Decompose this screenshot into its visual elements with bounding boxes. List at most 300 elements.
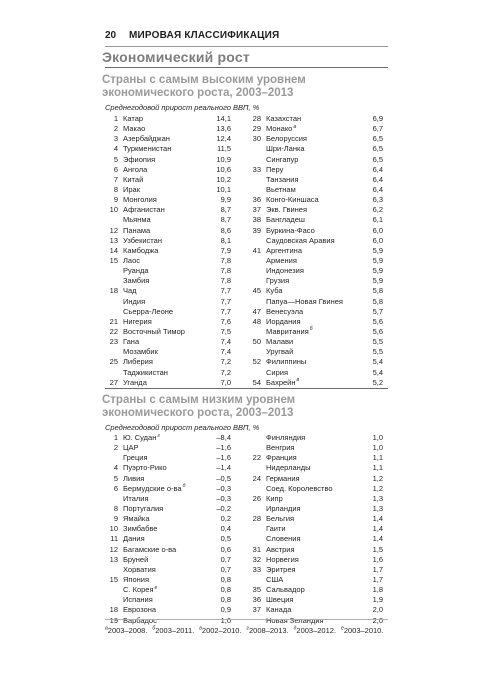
growth-value-cell: 8,7 xyxy=(220,205,231,215)
country-name: Саудовская Аравия xyxy=(266,235,335,245)
table-row xyxy=(248,246,383,256)
rank-cell: 39 xyxy=(252,225,261,235)
country-cell xyxy=(123,246,158,256)
growth-value-cell: 7,7 xyxy=(220,306,231,316)
table-row xyxy=(248,443,383,453)
country-name: Франция xyxy=(266,453,297,463)
growth-value-cell: 5,5 xyxy=(372,347,383,357)
table-row xyxy=(248,575,383,585)
country-cell xyxy=(266,256,297,266)
country-cell xyxy=(266,144,305,154)
growth-value-cell: –1,6 xyxy=(216,453,231,463)
growth-value-cell: 1,8 xyxy=(372,585,383,595)
country-name: Испания xyxy=(123,595,153,605)
country-name: Хорватия xyxy=(123,564,156,574)
table-row xyxy=(248,134,383,144)
growth-value-cell: 14,1 xyxy=(216,114,231,123)
country-cell xyxy=(266,443,294,453)
growth-value-cell: 5,7 xyxy=(372,306,383,316)
growth-value-cell: 5,8 xyxy=(372,286,383,296)
table-row xyxy=(105,246,231,256)
growth-value-cell: 7,0 xyxy=(220,377,231,387)
growth-value-cell: 6,4 xyxy=(372,174,383,184)
rank-cell: 33 xyxy=(252,164,261,174)
table-row xyxy=(105,134,231,144)
country-cell xyxy=(266,524,286,534)
country-name: Восточный Тимор xyxy=(123,326,185,336)
rank-cell: 26 xyxy=(252,493,261,503)
table-row xyxy=(105,504,231,514)
growth-value-cell: 6,9 xyxy=(372,114,383,123)
growth-value-cell: 1,3 xyxy=(372,493,383,503)
table-row xyxy=(105,534,231,544)
country-name: Китай xyxy=(123,174,144,184)
growth-value-cell: 1,5 xyxy=(372,544,383,554)
country-name: Армения xyxy=(266,255,297,265)
country-name: Мьянма xyxy=(123,215,151,225)
country-name: Новая Зеландия xyxy=(266,615,324,625)
country-cell xyxy=(123,575,149,585)
growth-value-cell: 5,5 xyxy=(372,337,383,347)
rank-cell: 36 xyxy=(252,595,261,605)
country-cell xyxy=(123,256,140,266)
country-name: Гана xyxy=(123,337,140,347)
rank-cell: 18 xyxy=(109,605,118,615)
growth-value-cell: 10,1 xyxy=(216,184,231,194)
high-growth-units-note: Среднегодовой прирост реального ВВП, % xyxy=(105,103,260,112)
table-row xyxy=(105,327,231,337)
growth-value-cell: 5,6 xyxy=(372,316,383,326)
country-name: Руанда xyxy=(123,266,149,276)
country-cell xyxy=(266,155,298,165)
growth-value-cell: 8,1 xyxy=(220,235,231,245)
table-row xyxy=(105,555,231,565)
footnote-text: 2003–2011. xyxy=(155,625,195,635)
table-row xyxy=(248,463,383,473)
rank-cell: 48 xyxy=(252,316,261,326)
country-cell xyxy=(266,286,283,296)
growth-value-cell: 2,0 xyxy=(372,605,383,615)
country-cell xyxy=(266,246,302,256)
growth-value-cell: 0,6 xyxy=(220,544,231,554)
country-cell xyxy=(123,504,163,514)
table-row xyxy=(105,226,231,236)
country-name: Уганда xyxy=(123,377,147,387)
country-name: Малави xyxy=(266,337,294,347)
country-name: Индия xyxy=(123,296,146,306)
table-row xyxy=(248,484,383,494)
country-name: Узбекистан xyxy=(123,235,162,245)
table-row xyxy=(248,297,383,307)
growth-value-cell: 1,4 xyxy=(372,524,383,534)
high-growth-heading: Страны с самым высоким уровнем экономического роста, 2003–2013 xyxy=(102,74,306,99)
table-row xyxy=(105,378,231,388)
table-row xyxy=(248,185,383,195)
rank-cell: 13 xyxy=(109,235,118,245)
country-cell xyxy=(123,453,148,463)
country-cell xyxy=(123,286,137,296)
growth-value-cell: –1,6 xyxy=(216,443,231,453)
country-cell xyxy=(123,368,168,378)
country-cell xyxy=(123,185,140,195)
country-cell xyxy=(123,524,157,534)
country-name: Багамские о-ва xyxy=(123,544,177,554)
country-name: Еврозона xyxy=(123,605,157,615)
table-row xyxy=(105,585,231,595)
country-name: Экв. Гвинея xyxy=(266,205,308,215)
table-row xyxy=(248,337,383,347)
growth-value-cell: 1,7 xyxy=(372,564,383,574)
country-cell xyxy=(266,195,319,205)
rank-cell: 1 xyxy=(113,114,118,123)
table-row xyxy=(105,347,231,357)
rank-cell: 47 xyxy=(252,306,261,316)
country-cell xyxy=(123,534,145,544)
country-cell xyxy=(266,555,299,565)
footnote-marker: a xyxy=(105,625,108,631)
growth-value-cell: 5,4 xyxy=(372,367,383,377)
country-cell xyxy=(266,307,303,317)
growth-value-cell: –0,5 xyxy=(216,473,231,483)
table-row xyxy=(105,463,231,473)
country-cell xyxy=(266,134,307,144)
table-row xyxy=(105,205,231,215)
growth-value-cell: 1,4 xyxy=(372,514,383,524)
country-cell xyxy=(266,276,289,286)
rank-cell: 9 xyxy=(113,514,118,524)
country-cell xyxy=(123,494,149,504)
rank-cell: 2 xyxy=(113,124,118,134)
table-row xyxy=(248,378,383,388)
country-name: Азербайджан xyxy=(123,134,170,144)
growth-value-cell: 0,8 xyxy=(220,574,231,584)
country-name: Мавритания xyxy=(266,326,309,336)
table-row xyxy=(105,545,231,555)
growth-value-cell: 6,5 xyxy=(372,144,383,154)
country-cell xyxy=(266,433,305,443)
rank-cell: 4 xyxy=(113,144,118,154)
country-cell xyxy=(123,165,147,175)
growth-value-cell: 13,6 xyxy=(216,124,231,134)
country-cell xyxy=(266,205,307,215)
table-row xyxy=(248,433,383,443)
country-cell xyxy=(123,114,143,124)
table-row xyxy=(105,185,231,195)
country-name: Шри-Ланка xyxy=(266,144,305,154)
growth-value-cell: 7,9 xyxy=(220,245,231,255)
rank-cell: 12 xyxy=(109,544,118,554)
growth-value-cell: 7,5 xyxy=(220,326,231,336)
country-cell xyxy=(266,585,305,595)
rank-cell: 45 xyxy=(252,286,261,296)
growth-value-cell: 11,5 xyxy=(216,144,231,154)
country-cell xyxy=(123,175,143,185)
growth-value-cell: 2,0 xyxy=(372,615,383,625)
growth-value-cell: 7,7 xyxy=(220,286,231,296)
footnote-divider xyxy=(105,619,388,620)
country-name: Монако xyxy=(266,124,293,134)
country-name: Бахрейн xyxy=(266,377,296,387)
table-row xyxy=(105,357,231,367)
country-cell xyxy=(123,317,152,327)
growth-value-cell: 5,9 xyxy=(372,276,383,286)
country-name: Белоруссия xyxy=(266,134,307,144)
rank-cell: 50 xyxy=(252,337,261,347)
country-cell xyxy=(123,276,149,286)
table-row xyxy=(105,368,231,378)
running-title: МИРОВАЯ КЛАССИФИКАЦИЯ xyxy=(129,30,280,41)
country-name: Куба xyxy=(266,286,283,296)
table-row xyxy=(248,327,383,337)
table-row xyxy=(105,195,231,205)
growth-value-cell: 7,6 xyxy=(220,316,231,326)
page-number: 20 xyxy=(105,30,117,41)
country-cell xyxy=(123,205,165,215)
country-cell xyxy=(266,185,296,195)
country-cell xyxy=(123,463,167,473)
table-row xyxy=(248,368,383,378)
growth-value-cell: 6,2 xyxy=(372,205,383,215)
table-row xyxy=(105,433,231,443)
table-row xyxy=(105,124,231,134)
table-row xyxy=(105,575,231,585)
country-name: Иордания xyxy=(266,316,301,326)
footnote-text: 2003–2010. xyxy=(343,625,384,635)
growth-value-cell: 6,0 xyxy=(372,225,383,235)
country-name: Бруней xyxy=(123,554,149,564)
country-cell xyxy=(123,144,171,154)
footnote-marker: д xyxy=(293,625,297,631)
table-row xyxy=(248,565,383,575)
country-name: Ямайка xyxy=(123,514,150,524)
country-name: Германия xyxy=(266,473,300,483)
country-cell xyxy=(266,378,299,388)
growth-value-cell: 7,4 xyxy=(220,337,231,347)
country-name: Вьетнам xyxy=(266,184,296,194)
growth-value-cell: 10,2 xyxy=(216,174,231,184)
country-name: Перу xyxy=(266,164,284,174)
growth-value-cell: 0,2 xyxy=(220,514,231,524)
country-cell xyxy=(266,504,301,514)
rank-cell: 54 xyxy=(252,377,261,387)
country-cell xyxy=(123,565,156,575)
footnote-text: 2003–2012. xyxy=(296,625,337,635)
growth-value-cell: 0,9 xyxy=(220,605,231,615)
growth-value-cell: 8,6 xyxy=(220,225,231,235)
table-row xyxy=(105,514,231,524)
country-name: Сирия xyxy=(266,367,289,377)
country-name: Эфиопия xyxy=(123,154,156,164)
page-header xyxy=(105,26,388,47)
table-row xyxy=(248,175,383,185)
table-row xyxy=(248,494,383,504)
table-row xyxy=(248,605,383,615)
country-cell xyxy=(123,484,185,494)
rank-cell: 2 xyxy=(113,443,118,453)
rank-cell: 22 xyxy=(109,326,118,336)
country-cell xyxy=(266,175,299,185)
country-cell xyxy=(123,155,155,165)
country-name: Афганистан xyxy=(123,205,165,215)
country-name: Ирак xyxy=(123,184,141,194)
footnote xyxy=(341,626,383,635)
rank-cell: 9 xyxy=(113,195,118,205)
rank-cell: 27 xyxy=(109,377,118,387)
footnote xyxy=(199,626,241,635)
growth-value-cell: 7,4 xyxy=(220,347,231,357)
rank-cell: 1 xyxy=(113,433,118,442)
rank-cell: 32 xyxy=(252,554,261,564)
rank-cell: 4 xyxy=(113,463,118,473)
rank-cell: 13 xyxy=(109,554,118,564)
country-name: Камбоджа xyxy=(123,245,159,255)
growth-value-cell: 1,4 xyxy=(372,534,383,544)
table-row xyxy=(248,256,383,266)
rank-cell: 37 xyxy=(252,205,261,215)
country-cell xyxy=(266,236,335,246)
growth-value-cell: 6,1 xyxy=(372,215,383,225)
table-row xyxy=(248,195,383,205)
growth-value-cell: 7,8 xyxy=(220,255,231,265)
country-cell xyxy=(123,195,157,205)
table-row xyxy=(248,534,383,544)
table-row xyxy=(105,443,231,453)
country-cell xyxy=(123,595,153,605)
table-row xyxy=(248,524,383,534)
rank-cell: 12 xyxy=(109,225,118,235)
country-cell xyxy=(266,124,296,134)
country-cell xyxy=(123,357,153,367)
table-row xyxy=(105,215,231,225)
rank-cell: 7 xyxy=(113,174,118,184)
rank-cell: 10 xyxy=(109,205,118,215)
country-cell xyxy=(123,433,160,443)
table-row xyxy=(248,474,383,484)
country-cell xyxy=(266,474,300,484)
footnote xyxy=(247,626,289,635)
table-row xyxy=(248,144,383,154)
growth-value-cell: 10,9 xyxy=(216,154,231,164)
growth-value-cell: 5,2 xyxy=(372,377,383,387)
growth-value-cell: 1,2 xyxy=(372,483,383,493)
footnote-marker: в xyxy=(296,377,300,384)
country-name: Нигерия xyxy=(123,316,152,326)
rank-cell: 22 xyxy=(252,453,261,463)
rank-cell: 8 xyxy=(113,503,118,513)
footnote xyxy=(105,626,147,635)
footnote-text: 2003–2008. xyxy=(107,625,148,635)
country-name: Ливия xyxy=(123,473,145,483)
country-cell xyxy=(266,453,297,463)
rank-cell: 3 xyxy=(113,134,118,144)
country-name: Венгрия xyxy=(266,443,295,453)
table-row xyxy=(105,155,231,165)
growth-value-cell: 6,4 xyxy=(372,164,383,174)
country-name: Сальвадор xyxy=(266,585,305,595)
table-row xyxy=(248,545,383,555)
country-cell xyxy=(266,347,293,357)
low-growth-table-right xyxy=(248,433,383,626)
country-name: Ю. Судан xyxy=(123,433,157,442)
growth-value-cell: 7,8 xyxy=(220,266,231,276)
rank-cell: 38 xyxy=(252,215,261,225)
country-cell xyxy=(266,565,296,575)
table-row xyxy=(248,317,383,327)
growth-value-cell: 0,7 xyxy=(220,564,231,574)
country-name: Филиппины xyxy=(266,357,307,367)
country-name: Ирландия xyxy=(266,503,301,513)
country-cell xyxy=(266,605,291,615)
country-cell xyxy=(123,215,151,225)
rank-cell: 15 xyxy=(109,574,118,584)
country-name: Португалия xyxy=(123,503,164,513)
growth-value-cell: –8,4 xyxy=(216,433,231,442)
country-name: Мозамбик xyxy=(123,347,158,357)
high-growth-table-right xyxy=(248,114,383,388)
country-name: Замбия xyxy=(123,276,150,286)
country-cell xyxy=(123,514,150,524)
table-row xyxy=(105,484,231,494)
country-name: Либерия xyxy=(123,357,153,367)
table-row xyxy=(105,286,231,296)
growth-value-cell: 9,9 xyxy=(220,195,231,205)
growth-value-cell: 1,9 xyxy=(372,595,383,605)
country-cell xyxy=(266,297,343,307)
rank-cell: 30 xyxy=(252,134,261,144)
table-row xyxy=(105,307,231,317)
rank-cell: 10 xyxy=(109,524,118,534)
growth-value-cell: 5,6 xyxy=(372,326,383,336)
country-cell xyxy=(266,327,313,337)
footnote-marker: д xyxy=(182,483,186,490)
rank-cell: 41 xyxy=(252,245,261,255)
country-name: Аргентина xyxy=(266,245,302,255)
rank-cell: 25 xyxy=(109,357,118,367)
country-cell xyxy=(266,463,311,473)
country-cell xyxy=(123,474,144,484)
table-row xyxy=(105,524,231,534)
country-name: Таджикистан xyxy=(123,367,168,377)
growth-value-cell: 1,1 xyxy=(372,453,383,463)
table-row xyxy=(105,175,231,185)
rank-cell: 21 xyxy=(109,316,118,326)
country-name: Финляндия xyxy=(266,433,306,442)
country-name: Бельгия xyxy=(266,514,295,524)
rank-cell: 52 xyxy=(252,357,261,367)
country-name: Монголия xyxy=(123,195,157,205)
growth-value-cell: 1,2 xyxy=(372,473,383,483)
footnote xyxy=(294,626,336,635)
rank-cell: 6 xyxy=(113,164,118,174)
country-name: Ангола xyxy=(123,164,148,174)
footnote-text: 2008–2013. xyxy=(249,625,289,635)
growth-value-cell: 5,8 xyxy=(372,296,383,306)
country-cell xyxy=(266,114,301,124)
table-row xyxy=(248,453,383,463)
table-row xyxy=(105,266,231,276)
table-row xyxy=(248,226,383,236)
table-row xyxy=(105,297,231,307)
rank-cell: 29 xyxy=(252,124,261,134)
growth-value-cell: 6,5 xyxy=(372,154,383,164)
footnote-marker: е xyxy=(154,584,158,591)
table-row xyxy=(248,504,383,514)
country-cell xyxy=(123,327,185,337)
table-row xyxy=(105,276,231,286)
low-growth-units-note: Среднегодовой прирост реального ВВП, % xyxy=(105,423,260,432)
growth-value-cell: 1,6 xyxy=(372,554,383,564)
country-cell xyxy=(123,443,139,453)
